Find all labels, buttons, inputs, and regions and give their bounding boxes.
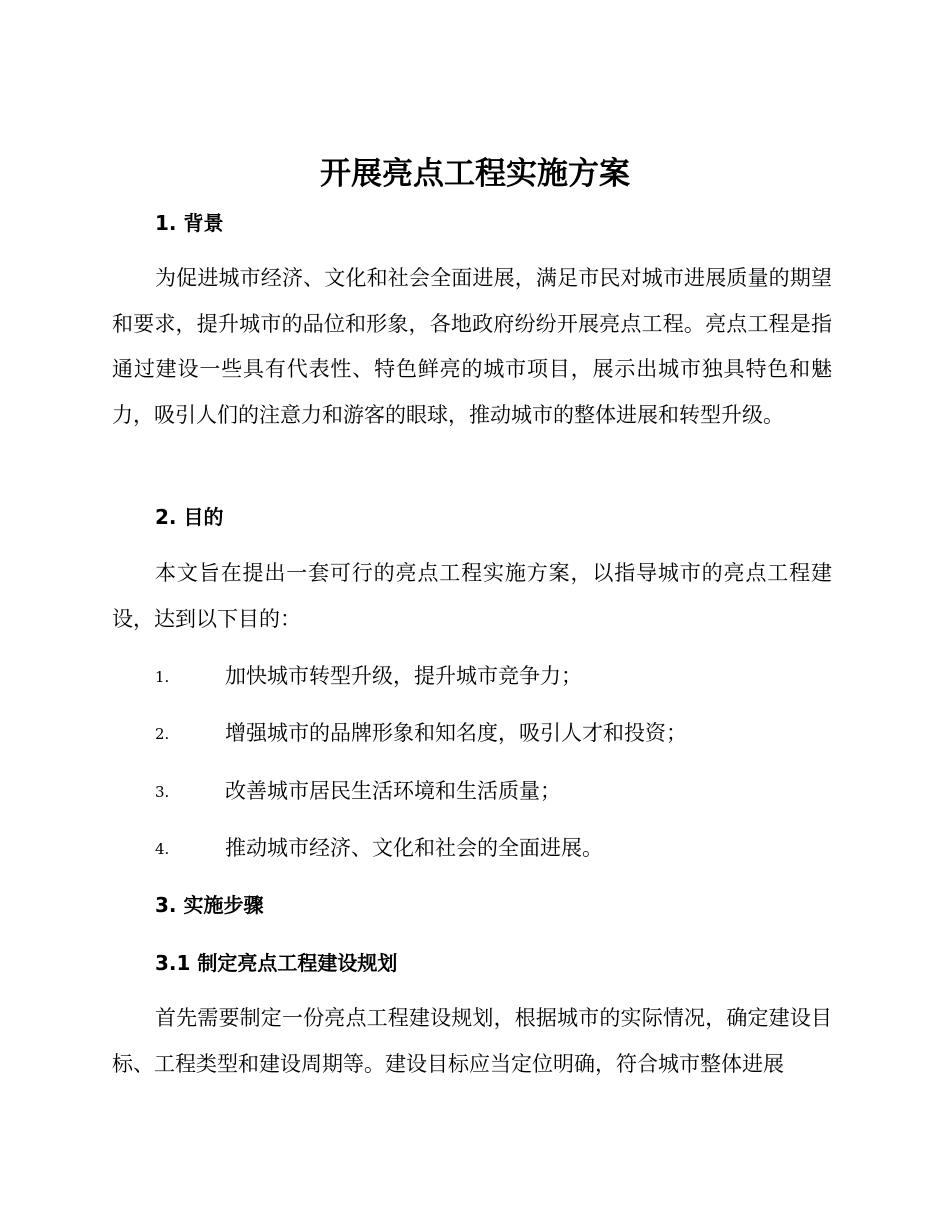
list-item-number: 1. bbox=[155, 668, 170, 686]
list-item-text: 推动城市经济、文化和社会的全面进展。 bbox=[225, 836, 603, 860]
document-title: 开展亮点工程实施方案 bbox=[320, 156, 630, 192]
paragraph-planning: 首先需要制定一份亮点工程建设规划，根据城市的实际情况，确定建设目标、工程类型和建设周期等。建设目标应当定位明确，符合城市整体进展 bbox=[112, 1006, 832, 1076]
section-heading-background: 1. 背景 bbox=[155, 211, 224, 235]
list-item bbox=[155, 718, 835, 748]
paragraph-background: 为促进城市经济、文化和社会全面进展，满足市民对城市进展质量的期望和要求，提升城市的品位和形象，各地政府纷纷开展亮点工程。亮点工程是指通过建设一些具有代表性、特色鲜亮的城市项目，展示出城市独具特色和魅力，吸引人们的注意力和游客的眼球，推动城市的整体进展和转型升级。 bbox=[112, 266, 832, 427]
section-heading-steps: 3. 实施步骤 bbox=[155, 893, 264, 917]
section-heading-purpose: 2. 目的 bbox=[155, 505, 224, 529]
list-item-text: 增强城市的品牌形象和知名度，吸引人才和投资； bbox=[225, 721, 687, 745]
list-item-number: 3. bbox=[155, 783, 170, 801]
list-item-number: 2. bbox=[155, 725, 170, 743]
list-item bbox=[155, 661, 835, 691]
list-item bbox=[155, 776, 835, 806]
list-item-text: 改善城市居民生活环境和生活质量； bbox=[225, 779, 561, 803]
paragraph-purpose: 本文旨在提出一套可行的亮点工程实施方案，以指导城市的亮点工程建设，达到以下目的： bbox=[112, 561, 832, 631]
list-item-number: 4. bbox=[155, 840, 170, 858]
list-item-text: 加快城市转型升级，提升城市竞争力； bbox=[225, 664, 582, 688]
list-item bbox=[155, 833, 835, 863]
subsection-heading-planning: 3.1 制定亮点工程建设规划 bbox=[155, 951, 398, 975]
